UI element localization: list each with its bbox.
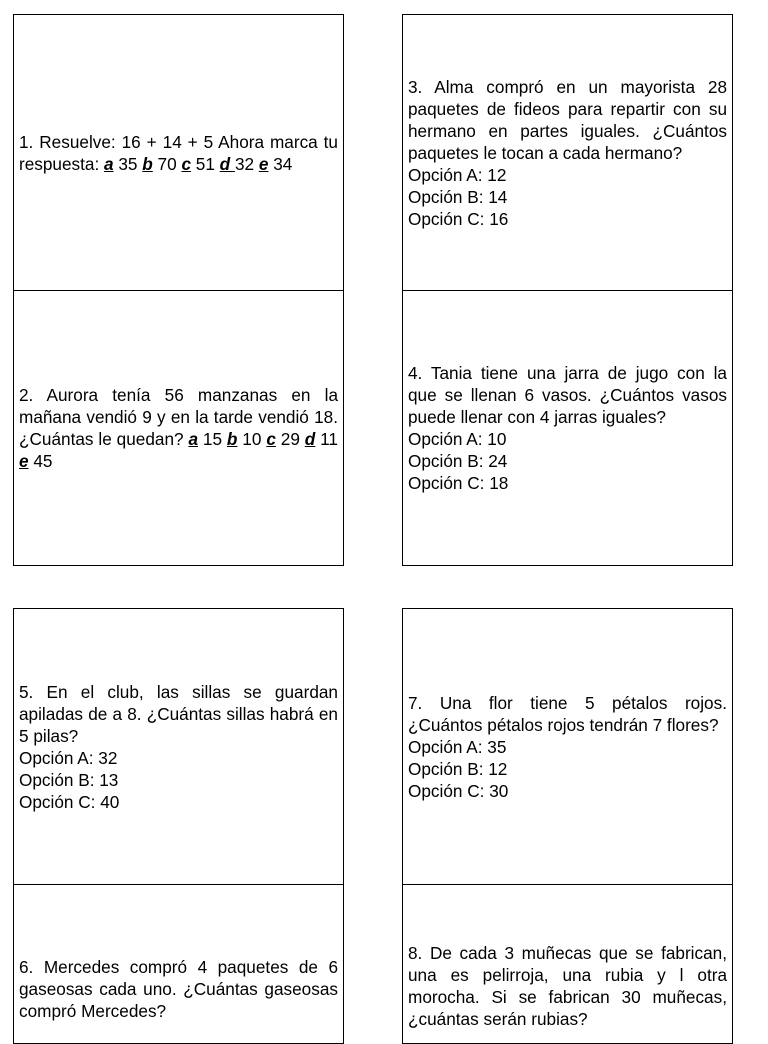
option-c: Opción C: 16 bbox=[408, 208, 509, 229]
problem-card-4 bbox=[402, 290, 733, 566]
question-text: 2. Aurora tenía 56 manzanas en la mañana vendió 9 y en la tarde vendió 18. ¿Cuántas le quedan? bbox=[19, 385, 338, 449]
choice-letter: e bbox=[258, 153, 269, 174]
problem-card-7 bbox=[402, 608, 733, 885]
question-text: 6. Mercedes compró 4 paquetes de 6 gaseosas cada uno. ¿Cuántas gaseosas compró Mercedes? bbox=[19, 957, 338, 1021]
choice-value: 11 bbox=[315, 429, 338, 449]
problem-text bbox=[19, 384, 338, 472]
problem-card-3 bbox=[402, 14, 733, 291]
choice-letter: d bbox=[304, 429, 316, 449]
choice-letter: c bbox=[266, 429, 276, 449]
choice-value: 45 bbox=[28, 451, 53, 471]
option-a: Opción A: 32 bbox=[19, 747, 118, 768]
choice-letter: b bbox=[142, 153, 153, 174]
question-text: 4. Tania tiene una jarra de jugo con la que se llenan 6 vasos. ¿Cuántos vasos puede llenar con 4 jarras iguales? bbox=[408, 363, 727, 427]
choice-value: 70 bbox=[152, 153, 182, 174]
problem-card-1 bbox=[13, 14, 344, 291]
option-b: Opción B: 12 bbox=[408, 758, 508, 779]
option-c: Opción C: 30 bbox=[408, 780, 509, 801]
problem-card-6 bbox=[13, 884, 344, 1044]
problem-text bbox=[408, 362, 727, 494]
problem-text bbox=[19, 681, 338, 813]
problem-text bbox=[19, 956, 338, 1022]
option-c: Opción C: 40 bbox=[19, 791, 120, 812]
choice-letter: a bbox=[104, 153, 114, 174]
choice-value: 29 bbox=[275, 429, 305, 449]
question-text: 1. Resuelve: 16 + 14 + 5 Ahora marca tu respuesta: bbox=[19, 131, 338, 174]
choice-letter: a bbox=[188, 429, 199, 449]
question-text: 5. En el club, las sillas se guardan apiladas de a 8. ¿Cuántas sillas habrá en 5 pilas? bbox=[19, 681, 338, 746]
choice-value: 15 bbox=[198, 429, 227, 449]
problem-card-2 bbox=[13, 290, 344, 566]
problem-text bbox=[408, 692, 727, 802]
option-a: Opción A: 35 bbox=[408, 736, 507, 757]
problem-card-8 bbox=[402, 884, 733, 1044]
choice-letter: d bbox=[219, 153, 235, 174]
option-c: Opción C: 18 bbox=[408, 473, 509, 493]
option-a: Opción A: 12 bbox=[408, 164, 507, 185]
choice-letter: b bbox=[226, 429, 238, 449]
choice-letter: e bbox=[19, 451, 29, 471]
choice-letter: c bbox=[181, 153, 191, 174]
choice-value: 32 bbox=[234, 153, 259, 174]
problem-text bbox=[408, 76, 727, 230]
choice-value: 51 bbox=[191, 153, 220, 174]
choice-value: 10 bbox=[237, 429, 267, 449]
question-text: 8. De cada 3 muñecas que se fabrican, una es pelirroja, una rubia y l otra morocha. Si se fabrican 30 muñecas, ¿cuántas serán rubias? bbox=[408, 943, 727, 1029]
problem-text bbox=[408, 942, 727, 1030]
option-a: Opción A: 10 bbox=[408, 429, 507, 449]
choice-value: 35 bbox=[113, 153, 143, 174]
question-text: 3. Alma compró en un mayorista 28 paquetes de fideos para repartir con su hermano en partes iguales. ¿Cuántos paquetes le tocan a cada hermano? bbox=[408, 76, 727, 163]
option-b: Opción B: 13 bbox=[19, 769, 119, 790]
problem-card-5 bbox=[13, 608, 344, 885]
choice-value: 34 bbox=[268, 153, 293, 174]
problem-text bbox=[19, 131, 338, 175]
option-b: Opción B: 24 bbox=[408, 451, 508, 471]
option-b: Opción B: 14 bbox=[408, 186, 508, 207]
question-text: 7. Una flor tiene 5 pétalos rojos. ¿Cuántos pétalos rojos tendrán 7 flores? bbox=[408, 692, 727, 735]
